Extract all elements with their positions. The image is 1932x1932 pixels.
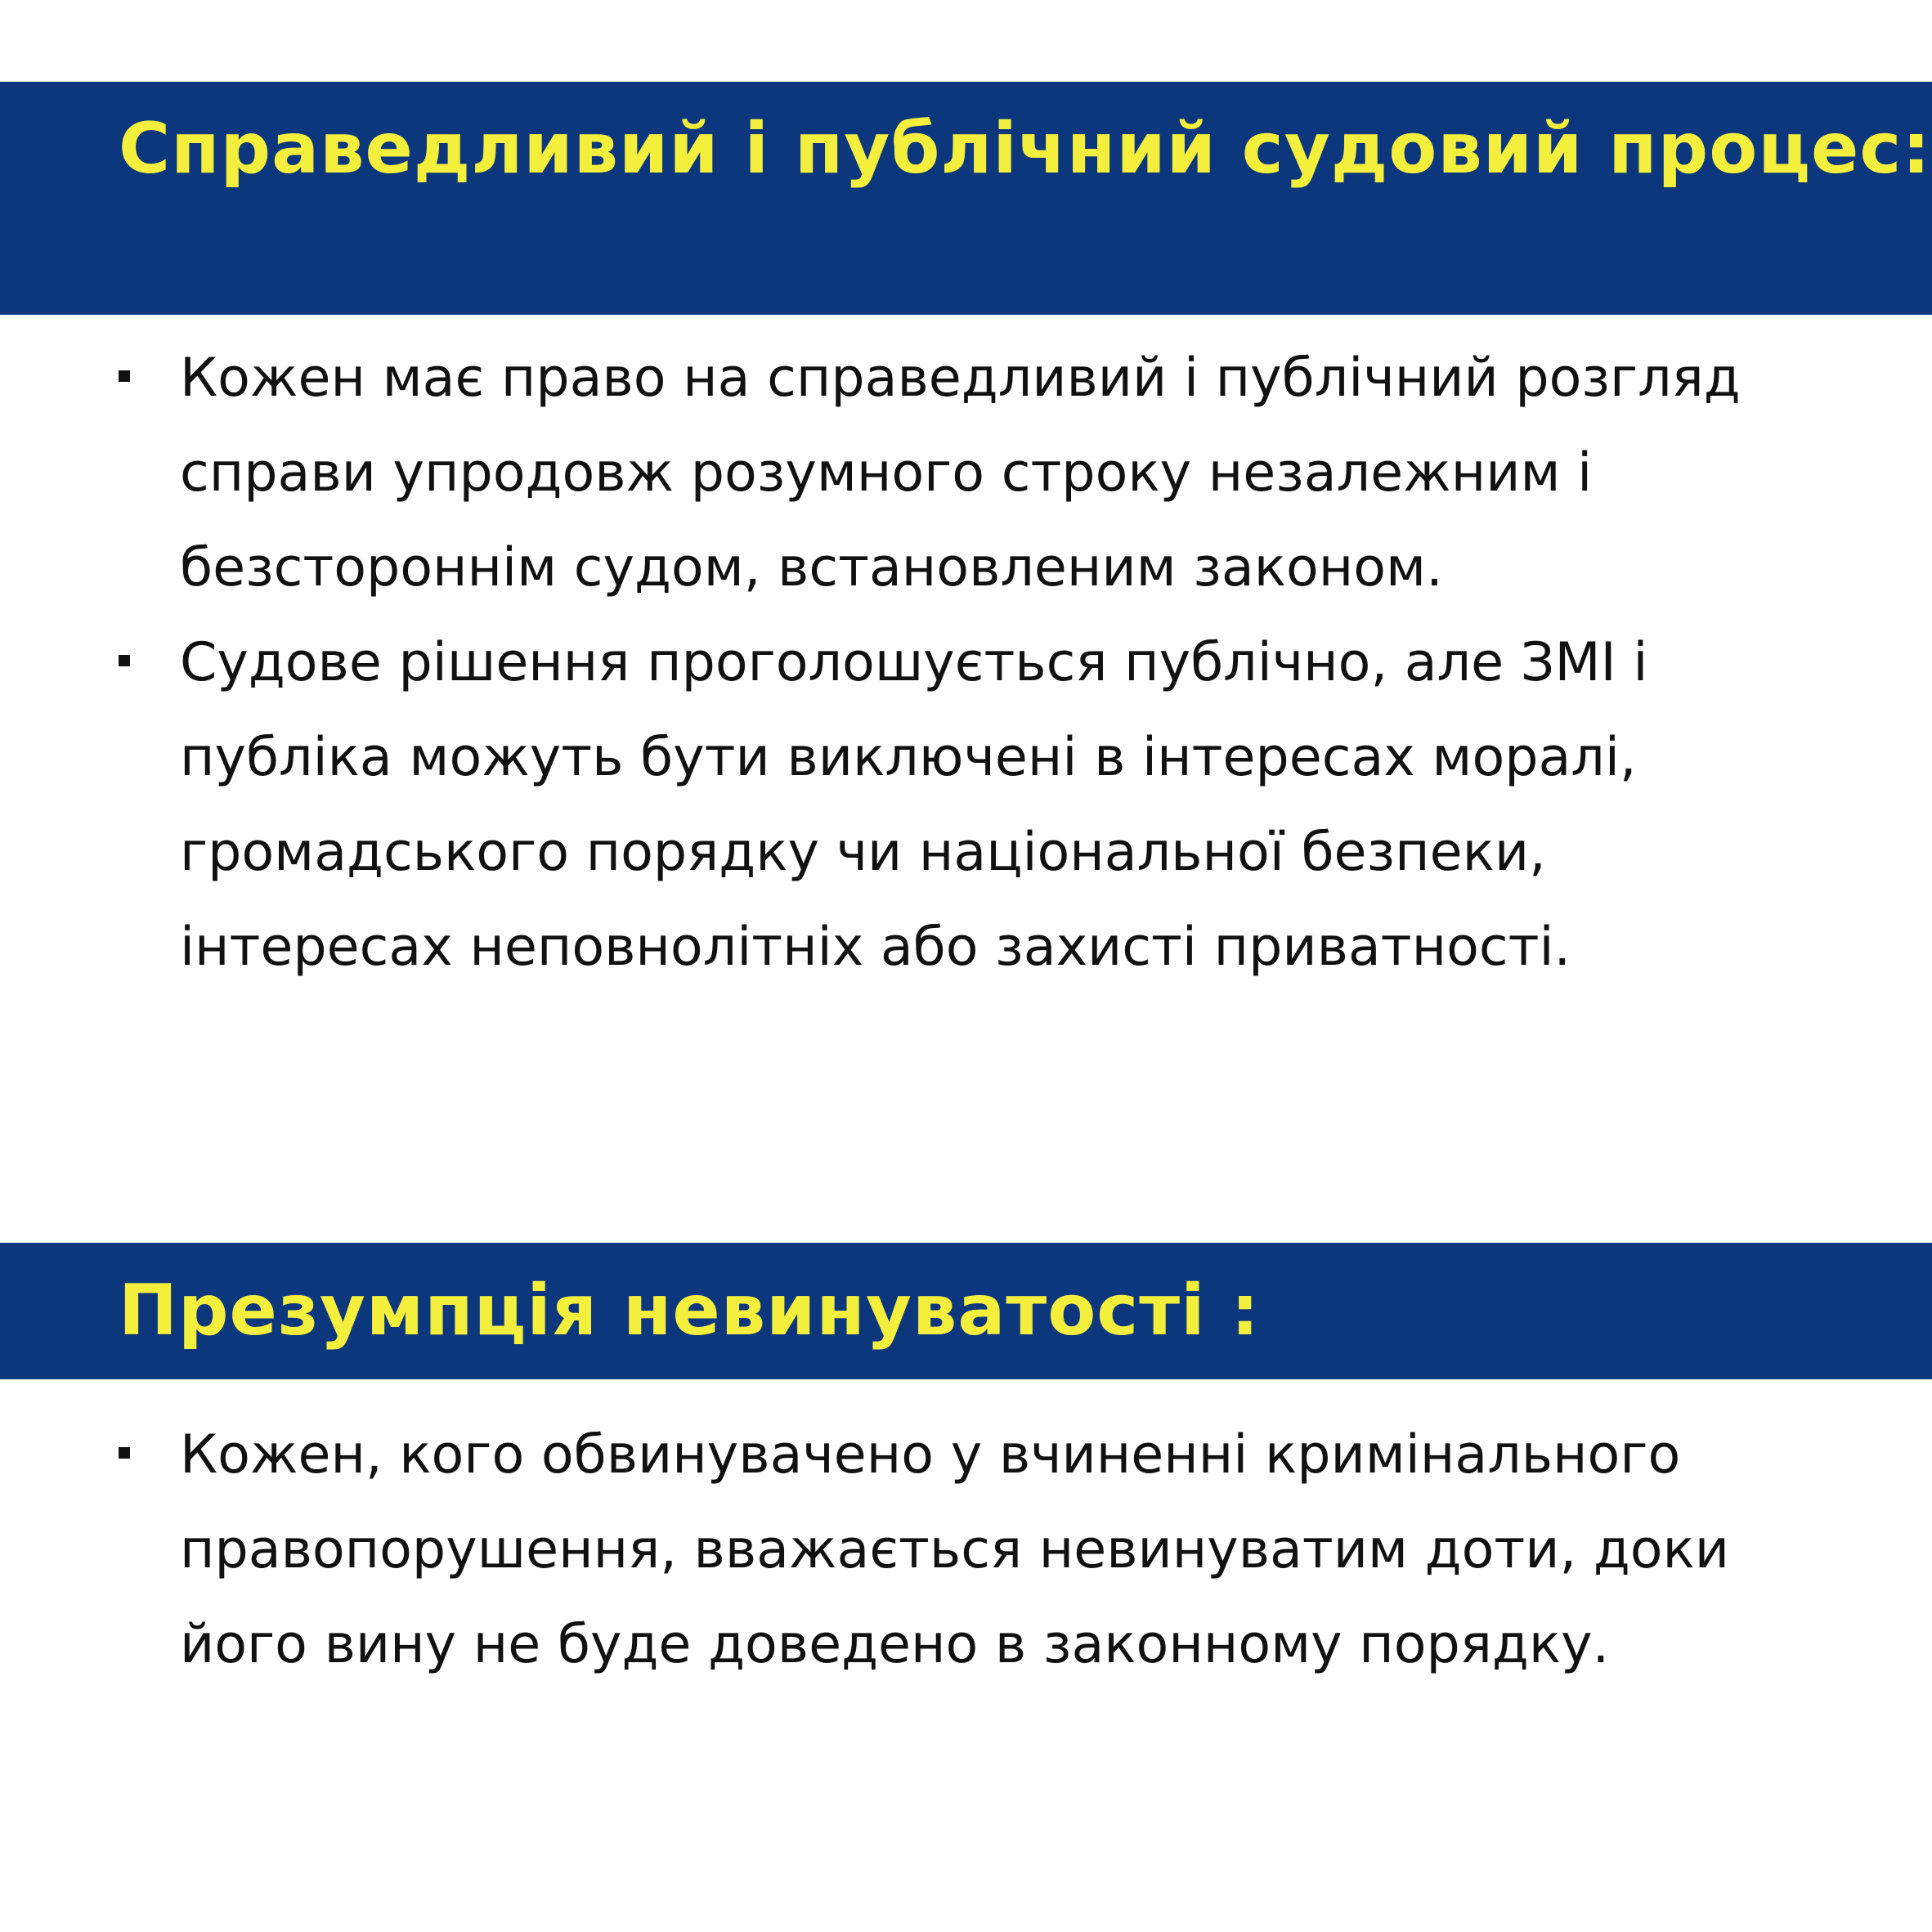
square-bullet-icon [119,655,130,666]
section-2-heading: Презумпція невинуватості : [119,1270,1260,1352]
bullet-text: Судове рішення проголошується публічно, але ЗМІ і публіка можуть бути виключені в інтересах моралі, громадського порядку чи національної безпеки, інтересах неповнолітніх або захисті приватності. [180,632,1648,978]
section-2-banner [0,1243,1932,1379]
section-2-bullet-list [119,1408,1836,1692]
square-bullet-icon [119,1447,130,1459]
bullet-text: Кожен, кого обвинувачено у вчиненні кримінального правопорушення, вважається невинуватим доти, доки його вину не буде доведено в законному порядку. [180,1424,1730,1675]
bullet-item [119,1408,1836,1692]
square-bullet-icon [119,370,130,382]
bullet-item [119,616,1836,995]
section-1-banner [0,82,1932,315]
bullet-text: Кожен має право на справедливий і публічний розгляд справи упродовж розумного строку незалежним і безстороннім судом, встановленим законом. [180,347,1741,598]
section-1-bullet-list [119,331,1836,995]
section-1-heading: Справедливий і публічний судовий процес: [119,108,1931,190]
bullet-item [119,331,1836,616]
